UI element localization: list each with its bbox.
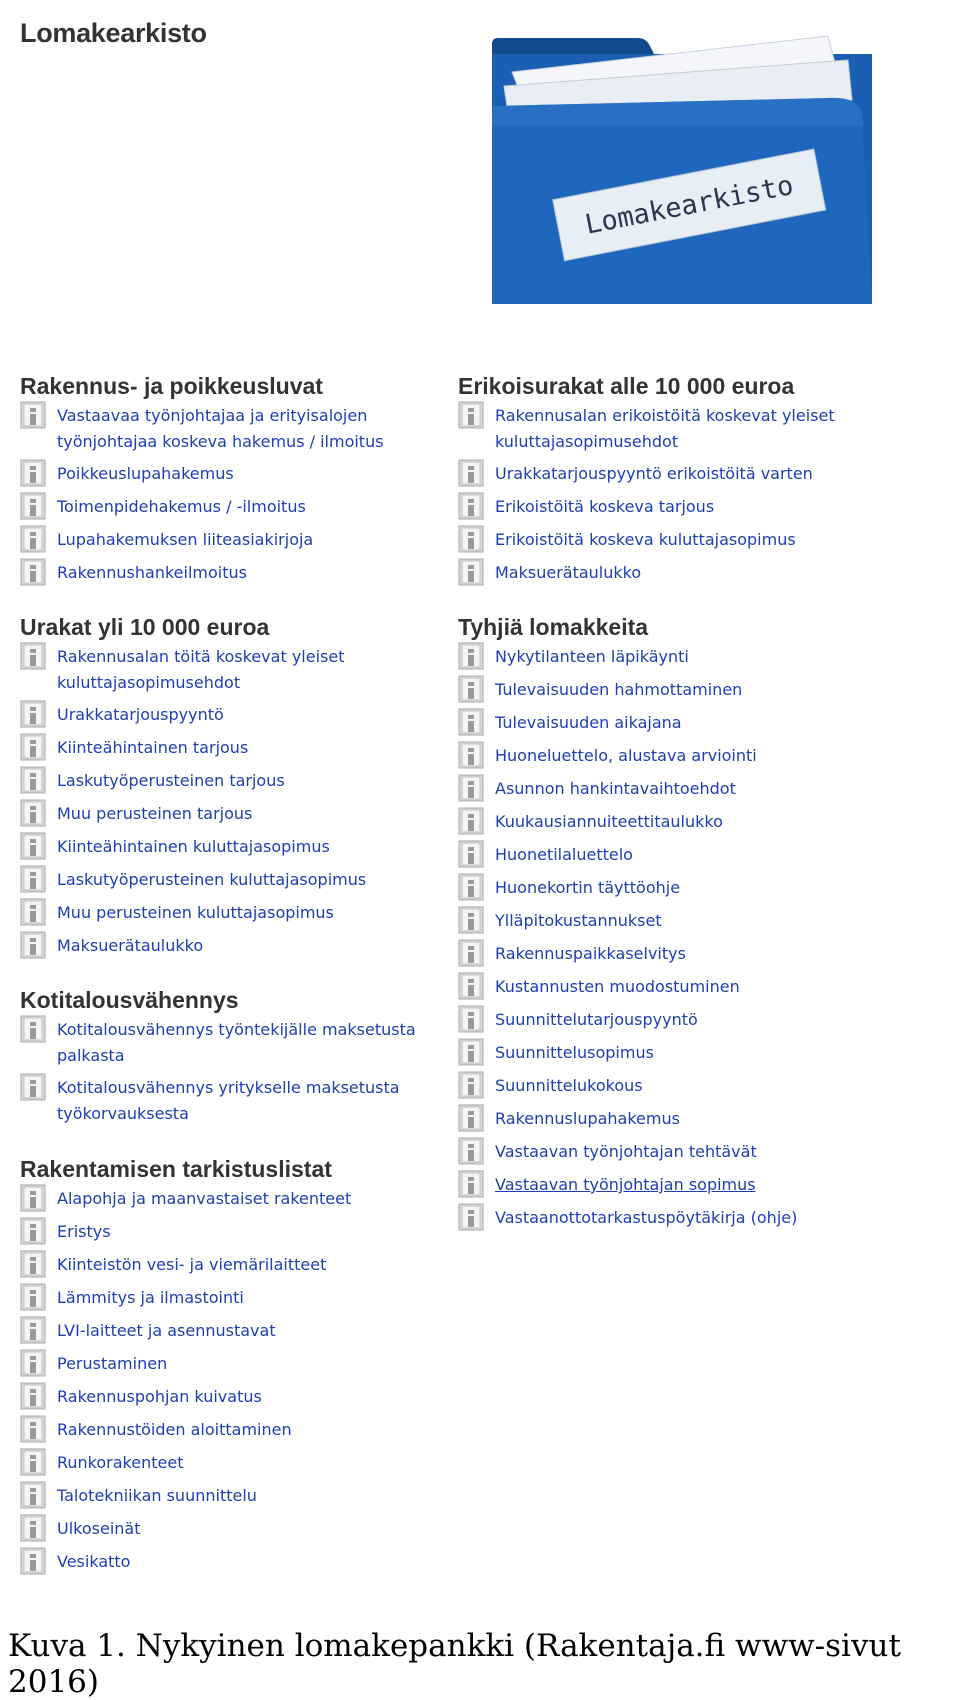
form-link[interactable]: Laskutyöperusteinen tarjous: [57, 771, 285, 790]
form-list-item: [20, 1318, 450, 1345]
form-list: [20, 403, 450, 587]
form-list-item: [458, 494, 888, 521]
form-list-item: [20, 801, 450, 828]
document-info-icon: [458, 1071, 486, 1100]
form-link[interactable]: Rakennusalan erikoistöitä koskevat yleiset kuluttajasopimusehdot: [495, 406, 835, 451]
form-list-item: [20, 1384, 450, 1411]
form-list-item: [458, 809, 888, 836]
form-list-item: [458, 1106, 888, 1133]
form-section: [20, 986, 450, 1127]
form-list-item: [20, 560, 450, 587]
document-info-icon: [20, 766, 48, 795]
form-list-item: [458, 1139, 888, 1166]
form-section: [458, 372, 888, 587]
folder-logo: [488, 30, 880, 310]
form-list-item: [458, 743, 888, 770]
form-link[interactable]: Laskutyöperusteinen kuluttajasopimus: [57, 870, 367, 889]
form-list-item: [458, 461, 888, 488]
form-list-item: [20, 1075, 450, 1127]
form-section: [20, 1155, 450, 1576]
page-title: Lomakearkisto: [20, 18, 207, 48]
document-info-icon: [20, 525, 48, 554]
form-list-item: [20, 1219, 450, 1246]
form-list-item: [458, 1073, 888, 1100]
section-heading: Kotitalousvähennys: [20, 987, 239, 1013]
document-info-icon: [458, 972, 486, 1001]
form-list-item: [458, 1205, 888, 1232]
form-list-item: [20, 644, 450, 696]
form-link[interactable]: Vesikatto: [57, 1552, 131, 1571]
form-link[interactable]: Kiinteähintainen tarjous: [57, 738, 249, 757]
form-link[interactable]: Kotitalousvähennys työntekijälle maksetusta palkasta: [57, 1020, 416, 1065]
form-link[interactable]: Muu perusteinen kuluttajasopimus: [57, 903, 334, 922]
document-info-icon: [20, 492, 48, 521]
form-link[interactable]: Suunnittelukokous: [495, 1076, 643, 1095]
form-list-item: [20, 1252, 450, 1279]
document-info-icon: [20, 1415, 48, 1444]
form-list-item: [20, 1017, 450, 1069]
document-info-icon: [20, 459, 48, 488]
form-list: [458, 644, 888, 1232]
document-info-icon: [20, 1015, 48, 1044]
document-info-icon: [20, 1316, 48, 1345]
document-info-icon: [20, 401, 48, 430]
form-list-item: [20, 494, 450, 521]
figure-caption: Kuva 1. Nykyinen lomakepankki (Rakentaja.fi www-sivut 2016): [8, 1628, 901, 1700]
form-list-item: [20, 834, 450, 861]
form-list-item: [20, 735, 450, 762]
form-link[interactable]: Tulevaisuuden hahmottaminen: [495, 680, 743, 699]
form-list: [458, 403, 888, 587]
document-info-icon: [458, 774, 486, 803]
form-link[interactable]: Erikoistöitä koskeva kuluttajasopimus: [495, 530, 796, 549]
form-list-item: [458, 1172, 888, 1199]
document-info-icon: [458, 525, 486, 554]
document-info-icon: [20, 898, 48, 927]
form-section: [20, 372, 450, 587]
document-info-icon: [458, 492, 486, 521]
document-info-icon: [20, 1349, 48, 1378]
form-list: [20, 1017, 450, 1127]
document-info-icon: [458, 1104, 486, 1133]
document-info-icon: [458, 1005, 486, 1034]
form-link[interactable]: Erikoistöitä koskeva tarjous: [495, 497, 715, 516]
form-link[interactable]: Kiinteistön vesi- ja viemärilaitteet: [57, 1255, 327, 1274]
document-info-icon: [458, 1170, 486, 1199]
document-info-icon: [20, 1382, 48, 1411]
document-info-icon: [20, 931, 48, 960]
form-link[interactable]: Rakennushankeilmoitus: [57, 563, 247, 582]
form-list-item: [20, 1186, 450, 1213]
form-list-item: [458, 941, 888, 968]
form-link[interactable]: Poikkeuslupahakemus: [57, 464, 234, 483]
document-info-icon: [20, 865, 48, 894]
form-list-item: [458, 842, 888, 869]
document-info-icon: [458, 840, 486, 869]
form-link[interactable]: Urakkatarjouspyyntö erikoistöitä varten: [495, 464, 813, 483]
form-list: [20, 644, 450, 960]
section-heading: Urakat yli 10 000 euroa: [20, 614, 270, 640]
document-info-icon: [458, 459, 486, 488]
form-link[interactable]: Rakennuspaikkaselvitys: [495, 944, 686, 963]
document-info-icon: [458, 642, 486, 671]
form-link[interactable]: Lupahakemuksen liiteasiakirjoja: [57, 530, 314, 549]
document-info-icon: [458, 1038, 486, 1067]
form-list-item: [20, 1516, 450, 1543]
document-info-icon: [458, 873, 486, 902]
form-list-item: [20, 1450, 450, 1477]
section-heading: Rakennus- ja poikkeusluvat: [20, 373, 323, 399]
form-list-item: [20, 702, 450, 729]
form-list-item: [458, 710, 888, 737]
document-info-icon: [20, 642, 48, 671]
document-info-icon: [458, 939, 486, 968]
form-list-item: [20, 1549, 450, 1576]
document-info-icon: [20, 1481, 48, 1510]
document-info-icon: [20, 733, 48, 762]
document-info-icon: [20, 1283, 48, 1312]
folder-logo-image: [488, 30, 880, 310]
form-link[interactable]: Suunnittelusopimus: [495, 1043, 654, 1062]
form-link[interactable]: Talotekniikan suunnittelu: [57, 1486, 257, 1505]
document-info-icon: [20, 1547, 48, 1576]
form-list-item: [458, 560, 888, 587]
form-list-item: [458, 908, 888, 935]
document-info-icon: [458, 401, 486, 430]
form-list-item: [458, 974, 888, 1001]
document-info-icon: [20, 1514, 48, 1543]
form-link[interactable]: Vastaavan työnjohtajan sopimus: [495, 1175, 756, 1194]
form-list-item: [458, 677, 888, 704]
form-link[interactable]: Suunnittelutarjouspyyntö: [495, 1010, 698, 1029]
document-info-icon: [20, 1217, 48, 1246]
form-link[interactable]: Runkorakenteet: [57, 1453, 184, 1472]
document-info-icon: [458, 906, 486, 935]
form-link[interactable]: Kiinteähintainen kuluttajasopimus: [57, 837, 330, 856]
form-link[interactable]: Rakennuslupahakemus: [495, 1109, 680, 1128]
form-list-item: [458, 1007, 888, 1034]
form-list-item: [20, 1417, 450, 1444]
document-info-icon: [20, 799, 48, 828]
form-list-item: [20, 403, 450, 455]
form-link[interactable]: Rakennustöiden aloittaminen: [57, 1420, 292, 1439]
left-column: [20, 372, 450, 1602]
form-list-item: [20, 1483, 450, 1510]
document-info-icon: [458, 1203, 486, 1232]
document-info-icon: [458, 675, 486, 704]
document-info-icon: [458, 741, 486, 770]
document-info-icon: [20, 700, 48, 729]
form-link[interactable]: Rakennuspohjan kuivatus: [57, 1387, 262, 1406]
form-list-item: [20, 933, 450, 960]
form-link[interactable]: Kotitalousvähennys yritykselle maksetusta työkorvauksesta: [57, 1078, 400, 1123]
section-heading: Rakentamisen tarkistuslistat: [20, 1156, 332, 1182]
right-column: [458, 372, 888, 1258]
form-list-item: [20, 900, 450, 927]
form-link[interactable]: Maksuerätaulukko: [57, 936, 204, 955]
form-link[interactable]: Perustaminen: [57, 1354, 168, 1373]
form-list-item: [458, 1040, 888, 1067]
form-link[interactable]: Huonekortin täyttöohje: [495, 878, 681, 897]
section-heading: Erikoisurakat alle 10 000 euroa: [458, 373, 795, 399]
form-link[interactable]: Ylläpitokustannukset: [495, 911, 662, 930]
form-list-item: [20, 1285, 450, 1312]
form-list: [20, 1186, 450, 1576]
form-link[interactable]: Huoneluettelo, alustava arviointi: [495, 746, 757, 765]
form-link[interactable]: Maksuerätaulukko: [495, 563, 642, 582]
document-info-icon: [20, 832, 48, 861]
form-link[interactable]: Kustannusten muodostuminen: [495, 977, 740, 996]
form-link[interactable]: Kuukausiannuiteettitaulukko: [495, 812, 723, 831]
form-list-item: [458, 776, 888, 803]
form-list-item: [20, 1351, 450, 1378]
document-info-icon: [20, 558, 48, 587]
form-link[interactable]: Huonetilaluettelo: [495, 845, 633, 864]
form-link[interactable]: Lämmitys ja ilmastointi: [57, 1288, 244, 1307]
form-link[interactable]: Eristys: [57, 1222, 111, 1241]
document-info-icon: [20, 1184, 48, 1213]
form-list-item: [458, 403, 888, 455]
form-link[interactable]: Asunnon hankintavaihtoehdot: [495, 779, 736, 798]
form-link[interactable]: Ulkoseinät: [57, 1519, 141, 1538]
document-info-icon: [20, 1073, 48, 1102]
form-link[interactable]: Nykytilanteen läpikäynti: [495, 647, 689, 666]
form-link[interactable]: Vastaavan työnjohtajan tehtävät: [495, 1142, 757, 1161]
form-link[interactable]: Alapohja ja maanvastaiset rakenteet: [57, 1189, 352, 1208]
form-list-item: [458, 644, 888, 671]
form-list-item: [20, 867, 450, 894]
form-list-item: [20, 527, 450, 554]
document-info-icon: [458, 807, 486, 836]
form-link[interactable]: Vastaavaa työnjohtajaa ja erityisalojen työnjohtajaa koskeva hakemus / ilmoitus: [57, 406, 384, 451]
form-link[interactable]: Vastaanottotarkastuspöytäkirja (ohje): [495, 1208, 798, 1227]
form-link[interactable]: Tulevaisuuden aikajana: [495, 713, 682, 732]
form-list-item: [458, 875, 888, 902]
form-link[interactable]: Rakennusalan töitä koskevat yleiset kuluttajasopimusehdot: [57, 647, 345, 692]
form-link[interactable]: LVI-laitteet ja asennustavat: [57, 1321, 276, 1340]
form-link[interactable]: Muu perusteinen tarjous: [57, 804, 253, 823]
document-info-icon: [20, 1448, 48, 1477]
folder-label-text: Lomakearkisto: [582, 169, 796, 241]
form-link[interactable]: Toimenpidehakemus / -ilmoitus: [57, 497, 306, 516]
document-info-icon: [458, 708, 486, 737]
form-list-item: [20, 768, 450, 795]
form-list-item: [458, 527, 888, 554]
document-info-icon: [458, 558, 486, 587]
form-link[interactable]: Urakkatarjouspyyntö: [57, 705, 224, 724]
form-section: [458, 613, 888, 1232]
form-list-item: [20, 461, 450, 488]
document-info-icon: [458, 1137, 486, 1166]
form-section: [20, 613, 450, 960]
section-heading: Tyhjiä lomakkeita: [458, 614, 649, 640]
document-info-icon: [20, 1250, 48, 1279]
